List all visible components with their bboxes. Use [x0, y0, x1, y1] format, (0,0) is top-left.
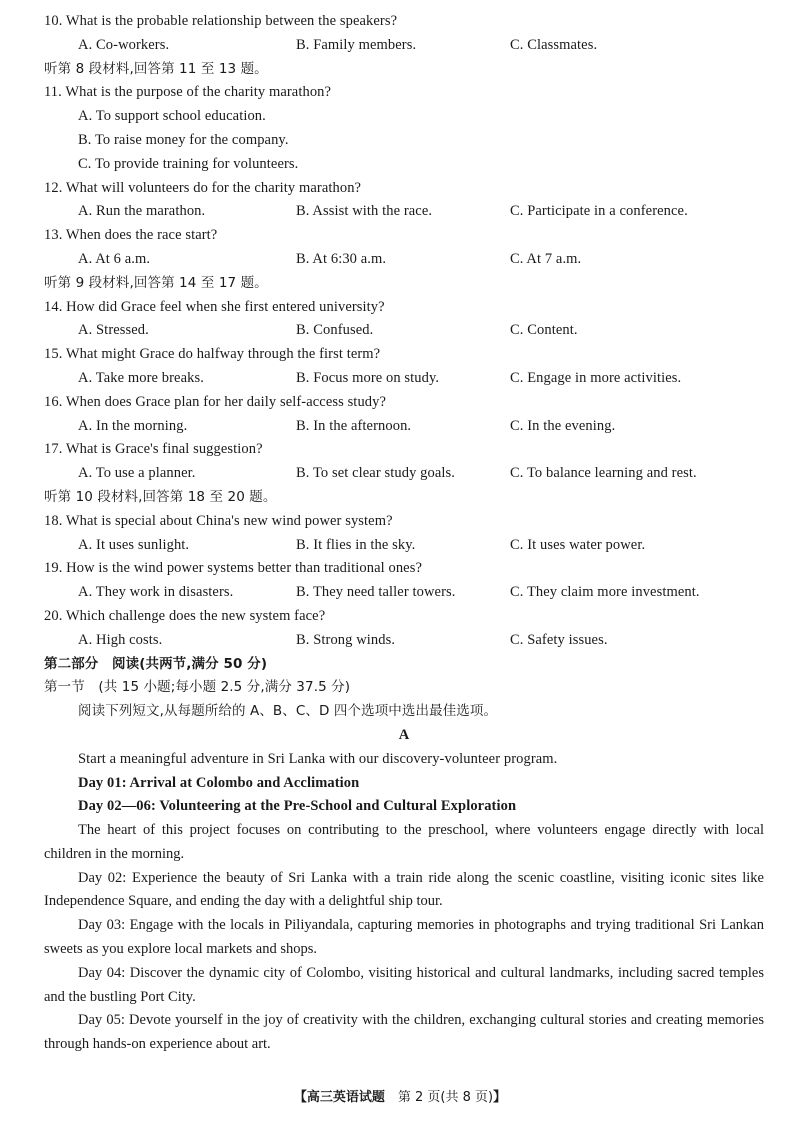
paragraph-day-03: Day 03: Engage with the locals in Piliyandala, capturing memories in photographs and trying traditional Sri Lankan sweets as you explore local markets and shops. — [44, 917, 764, 958]
option-c: C. In the evening. — [510, 417, 616, 434]
option-b: B. Focus more on study. — [296, 369, 440, 386]
option-c: C. Safety issues. — [510, 631, 608, 648]
option-a: A. They work in disasters. — [78, 584, 234, 601]
option-a: A. At 6 a.m. — [78, 250, 151, 267]
question-17: 17. What is Grace's final suggestion? — [44, 441, 263, 458]
question-20: 20. Which challenge does the new system face? — [44, 607, 326, 624]
paragraph-heart: The heart of this project focuses on contributing to the preschool, where volunteers engage directly with local children in the morning. — [44, 822, 764, 862]
question-10: 10. What is the probable relationship between the speakers? — [44, 13, 398, 29]
paragraph-day-05: Day 05: Devote yourself in the joy of creativity with the children, exchanging cultural stories and creating memories through hands-on experience about art. — [44, 1012, 764, 1053]
section-9-instruction: 听第 9 段材料,回答第 14 至 17 题。 — [44, 274, 268, 291]
option-a: A. It uses sunlight. — [78, 536, 190, 553]
option-b: B. It flies in the sky. — [296, 536, 416, 553]
day-01-heading: Day 01: Arrival at Colombo and Acclimation — [78, 774, 360, 791]
option-c: C. At 7 a.m. — [510, 250, 582, 267]
option-b: B. In the afternoon. — [296, 417, 412, 434]
question-17-options — [44, 462, 764, 486]
option-c: C. Classmates. — [510, 36, 598, 53]
option-b: B. Confused. — [296, 322, 374, 339]
question-10-options — [44, 34, 764, 58]
paragraph-day-04: Day 04: Discover the dynamic city of Colombo, visiting historical and cultural landmarks, including sacred temples and the bustling Port City. — [44, 964, 764, 1005]
option-c: C. To balance learning and rest. — [510, 465, 697, 482]
option-c: C. It uses water power. — [510, 536, 646, 553]
exam-page — [44, 10, 764, 1057]
option-c: C. Participate in a conference. — [510, 203, 688, 220]
option-b: B. Family members. — [296, 36, 417, 53]
question-20-options — [44, 629, 764, 653]
question-14-options — [44, 319, 764, 343]
option-c: C. They claim more investment. — [510, 584, 700, 601]
option-c: C. To provide training for volunteers. — [78, 155, 299, 172]
section-one-title: 第一节 (共 15 小题;每小题 2.5 分,满分 37.5 分) — [44, 679, 351, 696]
option-a: A. Take more breaks. — [78, 369, 204, 386]
question-18-options — [44, 534, 764, 558]
question-19: 19. How is the wind power systems better than traditional ones? — [44, 560, 422, 577]
paragraph-day-02: Day 02: Experience the beauty of Sri Lanka with a train ride along the scenic coastline, visiting iconic sites like Independence Square, and ending the day with a delightful ship tour. — [44, 869, 764, 910]
option-a: A. Run the marathon. — [78, 203, 206, 220]
question-15: 15. What might Grace do halfway through the first term? — [44, 346, 381, 363]
question-13-options — [44, 248, 764, 272]
footer-page-number: 第 2 页(共 8 页) — [397, 1090, 494, 1105]
option-c: C. Engage in more activities. — [510, 369, 682, 386]
option-c: C. Content. — [510, 322, 578, 339]
question-18: 18. What is special about China's new wind power system? — [44, 512, 393, 529]
question-13: 13. When does the race start? — [44, 227, 218, 244]
question-12: 12. What will volunteers do for the charity marathon? — [44, 179, 362, 196]
day-02-06-heading: Day 02—06: Volunteering at the Pre-School and Cultural Exploration — [78, 798, 517, 815]
footer-left-bracket: 【 — [293, 1090, 307, 1105]
option-a: A. Co-workers. — [78, 36, 170, 53]
option-a: A. To use a planner. — [78, 465, 196, 482]
footer-right-bracket: 】 — [493, 1090, 507, 1105]
option-b: B. They need taller towers. — [296, 584, 456, 601]
question-11: 11. What is the purpose of the charity marathon? — [44, 84, 332, 101]
question-15-options — [44, 367, 764, 391]
option-a: A. Stressed. — [78, 322, 149, 339]
passage-label: A — [398, 726, 410, 743]
question-16-options — [44, 415, 764, 439]
section-8-instruction: 听第 8 段材料,回答第 11 至 13 题。 — [44, 60, 268, 77]
option-b: B. Assist with the race. — [296, 203, 433, 220]
part-two-title: 第二部分 阅读(共两节,满分 50 分) — [44, 655, 268, 672]
option-a: A. In the morning. — [78, 417, 188, 434]
passage-intro: Start a meaningful adventure in Sri Lanka with our discovery-volunteer program. — [78, 750, 558, 767]
section-10-instruction: 听第 10 段材料,回答第 18 至 20 题。 — [44, 488, 277, 505]
page-footer — [0, 1086, 800, 1105]
question-19-options — [44, 581, 764, 605]
option-b: B. At 6:30 a.m. — [296, 250, 387, 267]
option-a: A. High costs. — [78, 631, 163, 648]
question-16: 16. When does Grace plan for her daily self-access study? — [44, 393, 387, 410]
option-b: B. To raise money for the company. — [78, 131, 289, 148]
question-14: 14. How did Grace feel when she first entered university? — [44, 298, 385, 315]
reading-instruction: 阅读下列短文,从每题所给的 A、B、C、D 四个选项中选出最佳选项。 — [78, 703, 498, 720]
question-12-options — [44, 200, 764, 224]
footer-exam-title: 高三英语试题 — [306, 1090, 385, 1105]
option-a: A. To support school education. — [78, 108, 266, 125]
option-b: B. Strong winds. — [296, 631, 396, 648]
option-b: B. To set clear study goals. — [296, 465, 455, 482]
